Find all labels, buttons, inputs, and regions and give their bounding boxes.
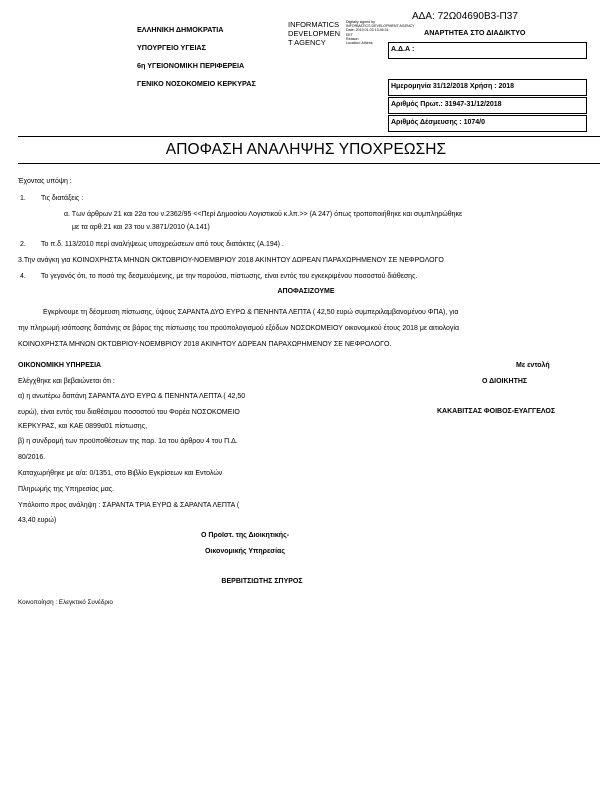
item-1a-text: α. Των άρθρων 21 και 22α του ν.2362/95 <<Περί Δημοσίου Λογιστικού κ.λπ.>> (Α 247) όπως τροποποιήθηκε και συμπληρώθηκε (64, 211, 463, 218)
issuer-republic: ΕΛΛΗΝΙΚΗ ΔΗΜΟΚΡΑΤΙΑ (137, 25, 224, 34)
finance-a-line-2: ευρώ), είναι εντός του διαθέσιμου ποσοστού του Φορέα ΝΟΣΟΚΟΜΕΙΟ (18, 409, 240, 416)
considering-intro: Έχοντας υπόψη : (18, 178, 72, 185)
document-title: ΑΠΟΦΑΣΗ ΑΝΑΛΗΨΗΣ ΥΠΟΧΡΕΩΣΗΣ (165, 141, 447, 158)
date-usage-text: Ημερομηνία 31/12/2018 Χρήση : 2018 (391, 83, 515, 90)
stamp-detail: Digitally signed by (346, 20, 375, 24)
item-2-text: Το π.δ. 113/2010 περί αναλήψεως υποχρεώσεων από τους διατάκτες (Α.194) . (41, 241, 284, 248)
finance-heading: ΟΙΚΟΝΟΜΙΚΗ ΥΠΗΡΕΣΙΑ (18, 362, 102, 369)
finance-a-line-1: α) η ανωτέρω δαπάνη ΣΑΡΑΝΤΑ ΔΥΟ ΕΥΡΩ & ΠΕΝΗΝΤΑ ΛΕΠΤΑ ( 42,50 (18, 393, 246, 400)
stamp-line-2: DEVELOPMEN (288, 29, 341, 38)
item-4-number: 4. (20, 273, 26, 280)
ada-box (388, 42, 587, 59)
title-bottom-rule (18, 163, 600, 164)
decision-line-2: την πληρωμή ισόποσης δαπάνης σε βάρος της πίστωσης του προϋπολογισμού εξόδων ΝΟΣΟΚΟΜΕΙΟΥ οικονομικού έτους 2018 με αιτιολογία (18, 325, 460, 332)
item-1-text: Τις διατάξεις : (41, 195, 84, 202)
issuer-hospital: ΓΕΝΙΚΟ ΝΟΣΟΚΟΜΕΙΟ ΚΕΡΚΥΡΑΣ (137, 79, 256, 88)
stamp-detail: Date: 2019.01.03 13:46:31 (346, 28, 389, 33)
finance-d-line-1: Υπόλοιπο προς ανάληψη : ΣΑΡΑΝΤΑ ΤΡΙΑ ΕΥΡΩ & ΣΑΡΑΝΤΑ ΛΕΠΤΑ ( (18, 502, 240, 509)
item-3-text: 3.Την ανάγκη για ΚΟΙΝΟΧΡΗΣΤΑ ΜΗΝΩΝ ΟΚΤΩΒΡΙΟΥ-ΝΟΕΜΒΡΙΟΥ 2018 ΑΚΙΝΗΤΟΥ ΔΩΡΕΑΝ ΠΑΡΑΧΩΡΗΜΕΝΟΥ ΣΕ ΝΕΦΡΟΛΟΓΟ (18, 257, 444, 264)
finance-checked: Ελέγχθηκε και βεβαιώνεται ότι : (18, 378, 115, 385)
director-name: ΚΑΚΑΒΙΤΣΑΣ ΦΟΙΒΟΣ-ΕΥΑΓΓΕΛΟΣ (437, 408, 556, 415)
stamp-detail: INFORMATICS DEVELOPMENT AGENCY (346, 24, 415, 29)
finance-c-line-2: Πληρωμής της Υπηρεσίας μας. (18, 486, 115, 493)
internet-post-label: ΑΝΑΡΤΗΤΕΑ ΣΤΟ ΔΙΑΔΙΚΤΥΟ (424, 28, 526, 37)
stamp-detail: Location: Athens (346, 41, 373, 46)
finance-b-line-1: β) η συνδρομή των προϋποθέσεων της παρ. 1α του άρθρου 4 του Π.Δ. (18, 438, 238, 445)
director-title: Ο ΔΙΟΙΚΗΤΗΣ (482, 378, 528, 385)
finance-d-line-2: 43,40 ευρώ) (18, 517, 57, 524)
decision-line-3: ΚΟΙΝΟΧΡΗΣΤΑ ΜΗΝΩΝ ΟΚΤΩΒΡΙΟΥ-ΝΟΕΜΒΡΙΟΥ 2018 ΑΚΙΝΗΤΟΥ ΔΩΡΕΑΝ ΠΑΡΑΧΩΡΗΜΕΝΟΥ ΣΕ ΝΕΦΡΟΛΟΓΟ. (18, 341, 392, 348)
notification: Κοινοποίηση : Ελεγκτικό Συνέδριο (18, 599, 113, 606)
issuer-region: 6η ΥΓΕΙΟΝΟΜΙΚΗ ΠΕΡΙΦΕΡΕΙΑ (137, 61, 245, 70)
signature-stamp (288, 20, 340, 47)
title-top-rule (18, 136, 600, 137)
director-order: Με εντολή (516, 362, 550, 369)
ada-header: ΑΔΑ: 72Ω04690Β3-Π37 (412, 11, 518, 22)
item-1a-continuation: με τα αρθ.21 και 23 του ν.3871/2010 (Α.141) (72, 224, 210, 231)
stamp-line-3: T AGENCY (288, 38, 326, 47)
item-1-number: 1. (20, 195, 26, 202)
commitment-number-text: Αριθμός Δέσμευσης : 1074/0 (391, 119, 485, 126)
stamp-line-1: INFORMATICS (288, 20, 340, 29)
item-2-number: 2. (20, 241, 26, 248)
decide-heading: ΑΠΟΦΑΣΙΖΟΥΜΕ (277, 288, 335, 295)
decision-line-1: Εγκρίνουμε τη δέσμευση πίστωσης, ύψους ΣΑΡΑΝΤΑ ΔΥΟ ΕΥΡΩ & ΠΕΝΗΝΤΑ ΛΕΠΤΑ ( 42,50 ευρώ συμπεριλαμβανομένου ΦΠΑ), για (43, 309, 459, 316)
finance-signatory-title-1: Ο Προϊστ. της Διοικητικής- (200, 532, 290, 539)
finance-signatory-name: ΒΕΡΒΙΤΣΙΩΤΗΣ ΣΠΥΡΟΣ (221, 578, 303, 585)
stamp-detail: Reason: (346, 36, 360, 41)
protocol-number-text: Αριθμός Πρωτ.: 31947-31/12/2018 (391, 101, 502, 108)
finance-a-line-3: ΚΕΡΚΥΡΑΣ, και ΚΑΕ 0899α01 πίστωσης, (18, 423, 148, 430)
item-4-text: Το γεγονός ότι, το ποσό της δεσμευόμενης, με την παρούσα, πίστωσης, είναι εντός του εγκεκριμένου ποσοστού διάθεσης. (41, 273, 418, 280)
issuer-ministry: ΥΠΟΥΡΓΕΙΟ ΥΓΕΙΑΣ (137, 43, 206, 52)
finance-b-line-2: 80/2016. (18, 454, 46, 461)
finance-c-line-1: Καταχωρήθηκε με α/α: 0/1351, στο Βιβλίο Εγκρίσεων και Εντολών (18, 470, 223, 477)
ada-box-label: Α.Δ.Α : (391, 46, 415, 53)
stamp-detail: EET (346, 32, 353, 37)
finance-signatory-title-2: Οικονομικής Υπηρεσίας (204, 548, 285, 555)
